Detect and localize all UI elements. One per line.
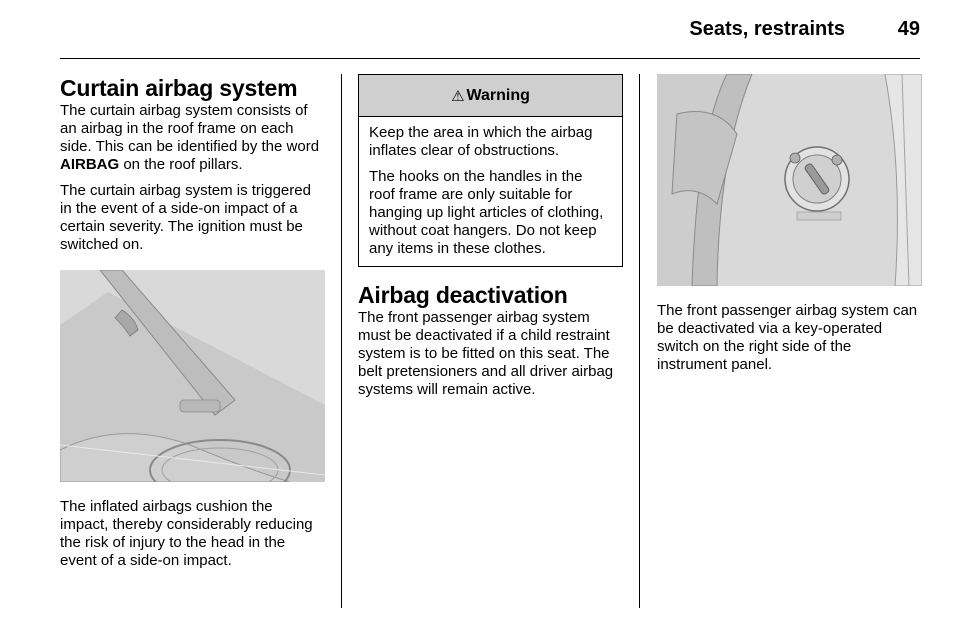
airbag-word: AIRBAG (60, 156, 120, 173)
column-divider-1 (341, 74, 342, 608)
header-divider (60, 58, 920, 59)
paragraph-curtain-intro (60, 102, 325, 174)
column-2 (358, 74, 625, 399)
illustration-key-switch (657, 74, 922, 286)
warning-paragraph-obstructions: Keep the area in which the airbag inflates clear of obstructions. (369, 124, 593, 159)
section-title-airbag-deactivation: Airbag deactivation (358, 282, 568, 308)
warning-title: Warning (466, 86, 530, 104)
illustration-roof-pillar (60, 270, 325, 482)
column-divider-2 (639, 74, 640, 608)
paragraph-text: on the roof pillars. (119, 156, 243, 173)
paragraph-curtain-trigger: The curtain airbag system is triggered in the event of a side-on impact of a certain severity. The ignition must be switched on. (60, 182, 311, 253)
column-3 (657, 74, 922, 374)
paragraph-text: The curtain airbag system consists of an airbag in the roof frame on each side. This can be identified by the word (60, 102, 320, 155)
warning-body (359, 117, 622, 266)
column-1 (60, 74, 325, 570)
paragraph-deactivation: The front passenger airbag system must be deactivated if a child restraint system is to be fitted on this seat. The belt pretensioners and all driver airbag systems will remain active. (358, 309, 614, 398)
section-title-curtain-airbag: Curtain airbag system (60, 75, 298, 101)
paragraph-curtain-cushion: The inflated airbags cushion the impact, thereby considerably reducing the risk of injury to the head in the event of a side-on impact. (60, 498, 313, 569)
warning-box (358, 74, 623, 267)
roof-pillar-drawing (60, 270, 325, 482)
paragraph-key-switch: The front passenger airbag system can be deactivated via a key-operated switch on the right side of the instrument panel. (657, 302, 918, 373)
warning-icon: ⚠ (451, 87, 465, 105)
key-switch-drawing (657, 74, 922, 286)
page-number: 49 (897, 18, 920, 40)
page-header (60, 18, 920, 48)
warning-header (359, 75, 622, 117)
header-section-title: Seats, restraints (689, 18, 845, 40)
warning-paragraph-hooks: The hooks on the handles in the roof frame are only suitable for hanging up light articles of clothing, without coat hangers. Do not keep any items in these clothes. (369, 168, 604, 257)
